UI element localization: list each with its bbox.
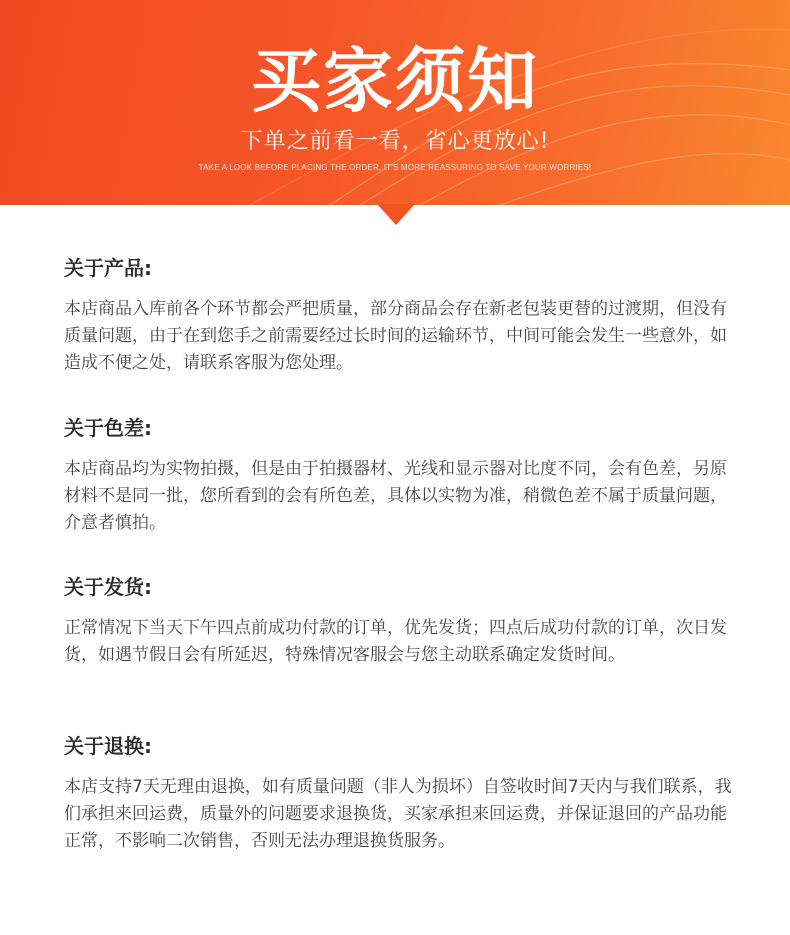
page-title: 买家须知 <box>251 40 539 122</box>
section-shipping <box>64 573 740 669</box>
section-heading: 关于发货: <box>64 575 152 599</box>
section-heading: 关于产品: <box>64 256 152 280</box>
section-heading: 关于色差: <box>64 416 152 440</box>
section-body: 正常情况下当天下午四点前成功付款的订单，优先发货；四点后成功付款的订单，次日发货，如遇节假日会有所延迟，特殊情况客服会与您主动联系确定发货时间。 <box>64 618 727 665</box>
banner-pointer <box>377 204 415 225</box>
section-color <box>64 414 740 537</box>
page-subtitle: 下单之前看一看，省心更放心! <box>240 129 550 154</box>
section-returns <box>64 732 740 855</box>
section-body: 本店商品入库前各个环节都会严把质量，部分商品会存在新老包装更替的过渡期，但没有质量问题，由于在到您手之前需要经过长时间的运输环节，中间可能会发生一些意外，如造成不便之处，请联系客服为您处理。 <box>64 299 727 373</box>
section-body: 本店商品均为实物拍摄，但是由于拍摄器材、光线和显示器对比度不同，会有色差，另原材料不是同一批，您所看到的会有所色差，具体以实物为准，稍微色差不属于质量问题，介意者慎拍。 <box>64 459 727 533</box>
page-tagline: TAKE A LOOK BEFORE PLACING THE ORDER, IT'S MORE REASSURING TO SAVE YOUR WORRIES! <box>198 163 592 172</box>
section-body: 本店支持7天无理由退换，如有质量问题（非人为损坏）自签收时间7天内与我们联系，我们承担来回运费，质量外的问题要求退换货，买家承担来回运费，并保证退回的产品功能正常，不影响二次销售，否则无法办理退换货服务。 <box>64 777 732 851</box>
header-banner <box>0 0 790 205</box>
section-product <box>64 254 740 377</box>
section-heading: 关于退换: <box>64 734 152 758</box>
